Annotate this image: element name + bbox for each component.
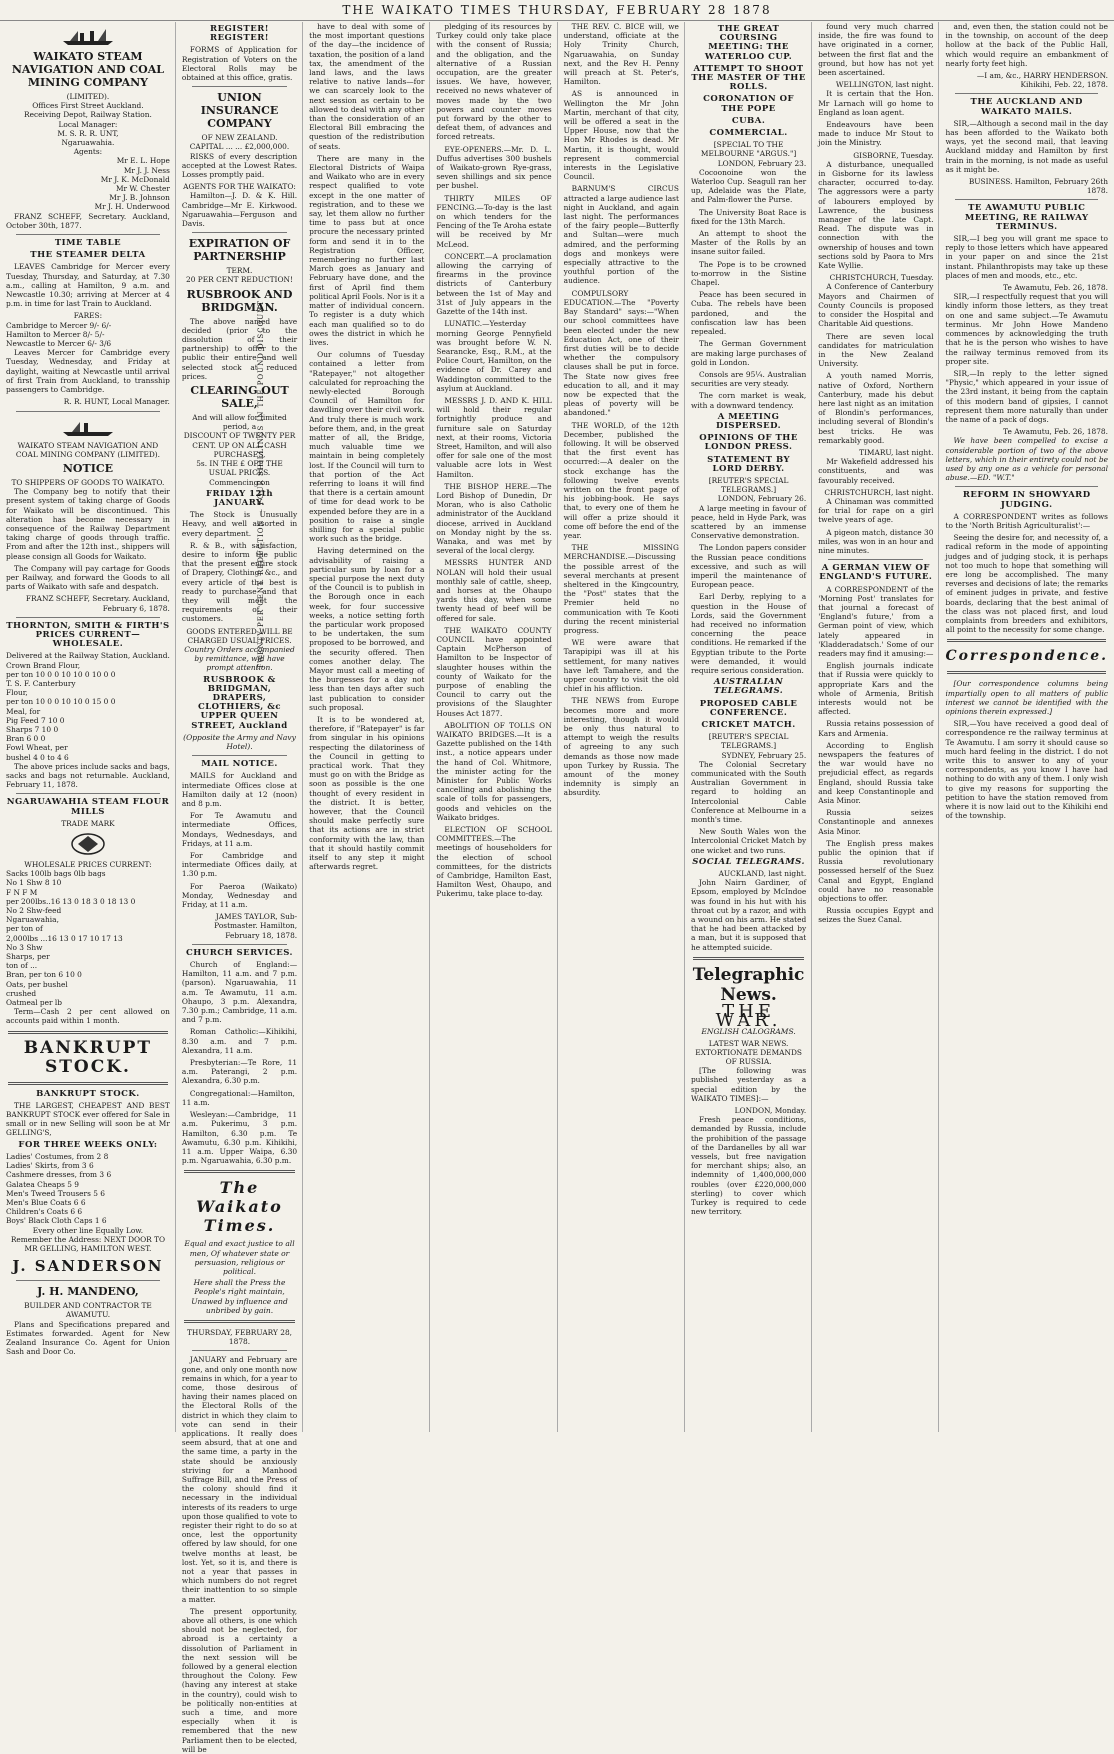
mills-line: Ngaruawahia, xyxy=(6,915,59,925)
dateline: AUCKLAND, last night. xyxy=(718,869,807,879)
coronation-heading: CORONATION OF THE POPE xyxy=(703,94,795,114)
three-weeks-heading: FOR THREE WEEKS ONLY: xyxy=(18,1139,158,1150)
clearing-text-3: R. & B., with satisfaction, desire to inform the public that the present entire stock of Drapery, Clothing, &c., and every article of the best is ready to purchase and that they will meet the requirements of their customers. xyxy=(181,540,298,624)
page-masthead: THE WAIKATO TIMES THURSDAY, FEBRUARY 28 1878 xyxy=(0,0,1114,21)
clearing-line: 5s. IN THE £ OFF THE USUAL PRICES. xyxy=(196,459,283,478)
news-item: MESSRS HUNTER AND NOLAN will hold their usual monthly sale of cattle, sheep, and horses at the Ohaupo yards this day, when some twenty head of beef will be offered for sale. xyxy=(436,558,552,623)
news-item: AS is announced in Wellington the Mr John Martin, merchant of that city, will be offered a seat in the Upper House, now that the Hon Mr Rhodes is dead. Mr Martin, it is thought, would represent commercial interests in the Legislative Council. xyxy=(563,89,679,182)
cable-item: A Chinaman was committed for trial for rape on a girl twelve years of age. xyxy=(818,496,934,525)
letter-sign: Te Awamutu, Feb. 26, 1878. xyxy=(1003,283,1108,293)
mail-heading: MAIL NOTICE. xyxy=(201,759,278,770)
german-view-heading: A GERMAN VIEW OF ENGLAND'S FUTURE. xyxy=(819,563,933,583)
german-text: A CORRESPONDENT of the 'Morning Post' translates for that journal a forecast of 'England's future,' from a German point of view, which lately appeared in 'Kladderadatsch.' Some of our readers may find it amusing:— xyxy=(818,584,934,658)
news-item: THE NEWS from Europe becomes more and more interesting, though it would be only thus natural to attempt to weigh the results of agreeing to any such demands as those now made upon Turkey by Russia. The amount of the money indemnity is simply an absurdity. xyxy=(563,696,679,798)
notice-sub: TO SHIPPERS OF GOODS TO WAIKATO. xyxy=(11,477,165,487)
mandeno-text: BUILDER AND CONTRACTOR TE AWAMUTU. xyxy=(24,1301,152,1320)
news-item: EYE-OPENERS.—Mr. D. L. Duffus advertises 300 bushels of Waikato-grown Rye-grass, seven shillings and six pence per bushel. xyxy=(436,144,552,191)
thornton-line: Crown Brand Flour, xyxy=(6,660,81,670)
clearing-line: Commencing on xyxy=(209,477,270,487)
column-1 xyxy=(6,22,176,1432)
times-motto: Equal and exact justice to all men, Of whatever state or persuasion, religious or political. xyxy=(184,1239,295,1276)
cable-item: The German Government are making large purchases of gold in London. xyxy=(690,339,807,367)
news-item: THE WAIKATO COUNTY COUNCIL have appointed Captain McPherson of Hamilton to be Inspector of slaughter houses within the county of Waikato for the purpose of enabling the Council to carry out the provisions of the Slaughter Houses Act 1877. xyxy=(436,625,552,718)
column-7 xyxy=(818,22,939,1432)
cable-item: A youth named Morris, native of Oxford, Northern Canterbury, made his debut here last night as an imitation of Blondin's performances, including several of Blondin's best tricks. He was remarkably good. xyxy=(818,371,934,445)
dateline: TIMARU, last night. xyxy=(859,447,934,457)
meeting-heading: A MEETING DISPERSED. xyxy=(716,411,782,431)
mills-line: per ton of xyxy=(6,924,43,934)
letter-text: SIR,—In reply to the letter signed "Physic," which appeared in your issue of the 23rd instant, it being from the captain of this modern band of gipsies, I cannot represent them more naturally than under the name of a pack of dogs. xyxy=(945,368,1108,424)
opinions-heading: OPINIONS OF THE LONDON PRESS. xyxy=(699,433,798,453)
goods-text: GOODS ENTERED WILL BE CHARGED USUAL PRICES. xyxy=(186,626,293,645)
cable-item: Cocoonoine won the Waterloo Cup. Seagull ran her up, Adelaide was the Plate, and Palm-flower the Purse. xyxy=(690,167,807,205)
steam-line: M. S. R. R. UNT, xyxy=(57,128,119,138)
cable-item: John Nairn Gardiner, of Epsom, employed by McIndoe was found in his hut with his throat cut by a razor, and with a wound on his arm. He stated that he had been attacked by a man, but it is supposed that he attempted suicide. xyxy=(690,878,807,952)
dateline: LONDON, Monday. xyxy=(734,1105,807,1115)
church-text-5: Wesleyan:—Cambridge, 11 a.m. Pukerimu, 3 p.m. Hamilton, 6.30 p.m. Te Awamutu, 6.30 p.m. Kihikihi, 11 a.m. Upper Waipa, 6.30 p.m. Ngaruawahia, 6.30 p.m. xyxy=(181,1110,298,1166)
letter-text: SIR,—You have received a good deal of correspondence re the railway terminus at Te Awamutu. I am sorry it should cause so much hard feeling in the district. I do not write this to answer to any of your correspondents, as you know I have had nothing to do with any of them. I only wish to give my reasons for supporting the petition to have the station removed from where it is now laid out to the Kihikihi end of the township. xyxy=(945,719,1108,821)
clearing-line: FRIDAY 12th JANUARY. xyxy=(205,488,274,508)
special-line: [SPECIAL TO THE MELBOURNE "ARGUS."] xyxy=(700,140,797,159)
thornton-line: Sharps 7 10 0 xyxy=(6,724,59,734)
telegraphic-heading: Telegraphic News. xyxy=(692,964,805,1005)
sanderson-heading: J. SANDERSON xyxy=(12,1257,164,1276)
news-item: THE REV. C. BICE will, we understand, officiate at the Holy Trinity Church, Ngaruawahia, on Sunday next, and the Rev H. Penny will preach at St. Peter's, Hamilton. xyxy=(563,22,679,87)
cable-item: Mr Wakefield addressed his constituents, and was favourably received. xyxy=(818,457,934,485)
times-title: The Waikato Times. xyxy=(196,1178,283,1236)
side-vertical-text: TWENTY PER CENT. REDUCTION — FOUR SHILLINGS IN THE POUND DISCOUNT xyxy=(257,300,265,669)
price-line: Men's Blue Coats 6 6 xyxy=(6,1197,86,1207)
delta-heading: THE STEAMER DELTA xyxy=(30,250,146,261)
steam-line: Agents: xyxy=(73,147,103,157)
editor-note: We have been compelled to excise a considerable portion of two of the above letters, which in their entirety could not be used by any one as a vehicle for personal abuse.—ED. "W.T." xyxy=(945,436,1108,483)
thornton-line: Delivered at the Railway Station, Auckland. xyxy=(6,651,170,661)
steam-nav-title: WAIKATO STEAM NAVIGATION AND COAL MINING COMPANY xyxy=(11,50,165,89)
bankrupt-heading: BANKRUPT STOCK. xyxy=(23,1037,153,1077)
price-line: Children's Coats 6 6 xyxy=(6,1207,83,1217)
union-heading: UNION INSURANCE COMPANY xyxy=(200,91,279,131)
letter-sign: —I am, &c., HARRY HENDERSON. Kihikihi, Feb. 22, 1878. xyxy=(976,71,1108,90)
delta-sign: R. R. HUNT, Local Manager. xyxy=(63,397,170,407)
dateline: LONDON, February 23. xyxy=(717,158,807,168)
mandeno-heading: J. H. MANDENO, xyxy=(37,1285,139,1299)
mail-text: MAILS for Auckland and intermediate Offices close at Hamilton daily at 12 (noon) and 8 p.m. xyxy=(181,771,298,808)
news-item: pledging of its resources by Turkey could only take place with the consent of Russia; and the obligation, and the alternative of a Russian occupation, are the greater issues. We have, however, received no news whatever of moves made by the two powers and counter moves put forward by the other to defeat them, of advances and forced retreats. xyxy=(436,22,552,142)
german-text: Russia seizes Constantinople and annexes Asia Minor. xyxy=(818,808,934,836)
mail-text-4: For Paeroa (Waikato) Monday, Wednesday and Friday, at 11 a.m. xyxy=(181,881,298,910)
agent-line: Mr J. J. Ness xyxy=(123,165,170,175)
cricket-heading: CRICKET MATCH. xyxy=(701,720,796,731)
church-text-3: Presbyterian:—Te Rore, 11 a.m. Paterangi, 2 p.m. Alexandra, 6.30 p.m. xyxy=(181,1058,298,1086)
mills-line: No 2 Shw-feed xyxy=(6,906,62,916)
rusbrook-address: RUSBROOK & BRIDGMAN, DRAPERS, CLOTHIERS, &c UPPER QUEEN STREET, Auckland xyxy=(191,674,288,731)
article-text: have to deal with some of the most important questions of the day—the incidence of taxation, the position of a land tax, the amendment of the land laws, and the laws relative to native lands—for we can scarcely look to the next session as certain to be allowed to deal with any other than the consideration of an Electoral Bill embracing the question of the redistribution of seats. xyxy=(309,22,425,151)
news-item: THIRTY MILES OF FENCING.—To-day is the last on which tenders for the Fencing of the Te Aroha estate will be received by Mr McLeod. xyxy=(436,193,552,249)
dateline: WELLINGTON, last night. xyxy=(835,80,934,90)
cable-item: There are seven local candidates for matriculation in the New Zealand University. xyxy=(818,331,934,369)
cable-item: Endeavours have been made to induce Mr Stout to join the Ministry. xyxy=(818,120,934,148)
reduction-line: 20 PER CENT REDUCTION! xyxy=(186,275,293,285)
steamship-icon xyxy=(58,25,118,47)
news-item: ABOLITION OF TOLLS ON WAIKATO BRIDGES.—It is a Gazette published on the 14th inst., a notice appears under the hand of Col. Whitmore, the minister acting for the Minister for Public Works cancelling and abolishing the scale of tolls for passengers, goods and vehicles on the Waikato bridges. xyxy=(436,720,552,822)
church-heading: CHURCH SERVICES. xyxy=(185,947,294,958)
times-motto-2: Here shall the Press the People's right maintain, Unawed by influence and unbribed by gain. xyxy=(191,1278,288,1315)
article-text: It is to be wondered at, therefore, if "Ratepayer" is far from singular in his opinions respecting the dilatoriness of the Council in getting to practical work. That they must go on with the Bridge as soon as possible is the one thought of every resident in the district. It is better, however, that the Council should make perfectly sure that its actions are in strict conformity with the law, than that it should hastily commit itself to any step it might afterwards regret. xyxy=(309,715,425,872)
column-5 xyxy=(564,22,685,1432)
thornton-line: T. S. F. Canterbury xyxy=(6,678,76,688)
agent-line: Mr J. B. Johnson xyxy=(109,193,170,203)
agent-line: Mr J. K. McDonald xyxy=(100,174,170,184)
cable-item: An attempt to shoot the Master of the Rolls by an insane suitor failed. xyxy=(690,229,807,257)
clearing-line: period, a xyxy=(222,422,257,432)
steam-line: (LIMITED). xyxy=(66,92,110,101)
price-line: Ladies' Skirts, from 3 6 xyxy=(6,1161,94,1171)
mills-line: Oats, per bushel xyxy=(6,979,68,989)
column-2 xyxy=(181,22,303,1754)
letter-text: SIR,—Although a second mail in the day has been afforded to the Waikato both ways, yet the second mail, that leaving Auckland midday and Hamilton by first train in the morning, is not made as useful as it might be. xyxy=(945,118,1108,174)
letter-sign: BUSINESS. Hamilton, February 26th 1878. xyxy=(968,177,1108,196)
cable-item: New South Wales won the Intercolonial Cricket Match by one wicket and two runs. xyxy=(690,827,807,855)
news-item: THE BISHOP HERE.—The Lord Bishop of Dunedin, Dr Moran, who is also Catholic administrator of the Auckland diocese, arrived in Auckland on Monday night by the ss. Wanaka, and was met by several of the local clergy. xyxy=(436,481,552,556)
country-orders: Country Orders accompanied by remittance, will have prompt attention. xyxy=(184,644,295,673)
german-text: According to English newspapers the features of the war would have no prejudicial effect, as regards England, should Russia take and keep Constantinople and Asia Minor. xyxy=(818,740,934,806)
notice-heading: NOTICE xyxy=(62,461,113,475)
mills-line: F N F M xyxy=(6,887,38,897)
term-heading: TERM. xyxy=(226,266,253,276)
latest-war-news: LATEST WAR NEWS. xyxy=(708,1038,789,1048)
thornton-line: per ton 10 0 0 10 10 0 10 0 0 xyxy=(6,669,116,679)
columns xyxy=(6,22,1108,1754)
dateline: CHRISTCHURCH, Tuesday. xyxy=(829,273,934,283)
register-heading: REGISTER! REGISTER! xyxy=(210,24,270,44)
trade-mark-emblem-icon xyxy=(58,831,118,857)
reform-text: A CORRESPONDENT writes as follows to the 'North British Agriculturalist':— xyxy=(945,511,1108,530)
mills-line: Sacks 100lb bags 0lb bags xyxy=(6,869,106,879)
column-6 xyxy=(691,22,812,1432)
mills-line: 2,000lbs ...16 13 0 17 10 17 13 xyxy=(6,933,123,943)
notice-text-2: The Company will pay cartage for Goods per Railway, and forward the Goods to all parts of Waikato with safe and despatch. xyxy=(6,563,170,592)
correspondence-heading: Correspondence. xyxy=(945,648,1108,665)
editorial-text: JANUARY and February are gone, and only one month now remains in which, for a year to come, those desirous of having their names placed on the Electoral Rolls of the district in which they claim to vote can send in their applications. It really does seem absurd, that at one and the same time, a party in the state should be anxiously striving for a Manhood Suffrage Bill, and the Press of the colony should find it necessary in the individual interests of its readers to urge upon those qualified to vote to register their right to do so at once, lest the opportunity offered by law should, for one twelve months at least, be lost. Yet, so it is, and there is not a year that passes in which numbers do not regret their inattention to so simple a matter. xyxy=(181,1355,298,1604)
commercial-heading: COMMERCIAL. xyxy=(709,128,788,139)
thornton-line: Meal, for xyxy=(6,706,41,716)
thornton-line: Flour, xyxy=(6,688,28,698)
fare-line: Cambridge to Mercer 9/- 6/- xyxy=(6,320,112,330)
notice-sign: FRANZ SCHEFF, Secretary. Auckland, February 6, 1878. xyxy=(25,594,170,613)
thornton-line: per ton 10 0 0 10 10 0 15 0 0 xyxy=(6,697,116,707)
trade-mark-label: TRADE MARK xyxy=(61,818,115,828)
thornton-line: Pig Feed 7 10 0 xyxy=(6,715,65,725)
article-text: Our columns of Tuesday contained a letter from "Ratepayer," not altogether calculated for reproaching the newly-elected Borough Council of Hamilton for dawdling over their civil work. And truly there is much work before them, and, in the great matter of all, the Bridge, much valuable time we maintain in being completely lost. If the Council will turn to that portion of the Act referring to loans it will find that there is a certain amount of time for dead work to be expended before they are in a position to raise a single shilling for a special public work such as the bridge. xyxy=(309,350,425,544)
union-sub: OF NEW ZEALAND. xyxy=(201,133,278,143)
clearing-text-2: The Stock is Unusually Heavy, and well assorted in every department. xyxy=(181,510,298,538)
extortionate-demands: EXTORTIONATE DEMANDS OF RUSSIA. xyxy=(695,1047,802,1066)
thornton-note: The above prices include sacks and bags, sacks and bags not returnable. Auckland, February 11, 1878. xyxy=(6,761,170,790)
steam-line: Receiving Depot, Railway Station. xyxy=(24,110,152,120)
church-text: Church of England:—Hamilton, 11 a.m. and 7 p.m. (parson). Ngaruawahia, 11 a.m. Te Awamutu, 11 a.m. Ohaupo, 3 p.m. Alexandra, 7.30 p.m.; Cambridge, 11 a.m. and 7 p.m. xyxy=(181,960,298,1025)
cable-item: Consols are 95¼. Australian securities are very steady. xyxy=(690,369,807,389)
mills-sub: WHOLESALE PRICES CURRENT: xyxy=(24,860,152,870)
price-line: Ladies' Costumes, from 2 8 xyxy=(6,1151,109,1161)
cable-item: The University Boat Race is fixed for the 13th March. xyxy=(690,207,807,226)
mills-note: Term—Cash 2 per cent allowed on accounts paid within 1 month. xyxy=(6,1007,170,1026)
war-text: Fresh peace conditions, demanded by Russia, include the prohibition of the passage of the Dardanelles by all war vessels, but free navigation for merchant ships; also, an indemnity of 1,400,000,000 roubles (over £220,000,000 sterling) to cover which Turkey is required to cede new territory. xyxy=(690,1115,807,1217)
news-item: THE WORLD, of the 12th December, published the following. It will be observed that the first event has occurred:—A dealer on the stock exchange has the following twelve events written on the front page of his jobbing-book. He says that, to every one of them he will offer a prize should it come off before the end of the year. xyxy=(563,420,679,540)
correspondence-note: [Our correspondence columns being impartially open to all matters of public interest we cannot be identified with the opinions therein expressed.] xyxy=(945,679,1108,716)
mills-heading: NGARUAWAHIA STEAM FLOUR MILLS xyxy=(6,797,170,817)
thornton-line: Fowl Wheat, per xyxy=(6,743,68,753)
steam-line: Offices First Street Auckland. xyxy=(32,101,144,111)
cable-item: The Colonial Secretary communicated with the South Australian Government in regard to holding an Intercolonial Cable Conference at Melbourne in a month's time. xyxy=(690,759,807,825)
news-item: BARNUM'S CIRCUS attracted a large audience last night in Auckland, and again last night. The performances of the fairy people—Butterfly and Sultan—were much admired, and the performing dogs and monkeys were especially attractive to the youthful portion of the audience. xyxy=(563,184,679,286)
war-text: [The following was published yesterday as a special edition by the WAIKATO TIMES]:— xyxy=(690,1066,807,1103)
clearing-line: And will allow for limited xyxy=(192,413,287,423)
dateline: LONDON, February 26. xyxy=(717,494,807,504)
union-capital: CAPITAL ... ... £2,000,000. xyxy=(189,142,290,152)
mills-line: Sharps, per xyxy=(6,952,50,962)
union-text: RISKS of every description accepted at the Lowest Rates. Losses promptly paid. xyxy=(181,151,298,180)
article-text: There are many in the Electoral Districts of Waipa and Waikato who are in every respect qualified to vote except in the one matter of registration, and to these we say, let them allow no further time to pass but at once procure the necessary printed form and send it in to the Registration Officer, remembering no further last March goes as January and February have done, and the first of April find them political April Fools. Nor is it a matter of individual concern. To register is a duty which each man qualified so to do owes the district in which he lives. xyxy=(309,153,425,347)
mail-text-3: For Cambridge and intermediate Offices daily, at 1.30 p.m. xyxy=(181,851,298,879)
reuter-line: [REUTER'S SPECIAL TELEGRAMS.] xyxy=(708,475,789,495)
rusbrook-heading: RUSBROOK AND BRIDGMAN. xyxy=(186,287,293,314)
steam-line: Local Manager: xyxy=(58,119,118,129)
remember-address: Remember the Address: NEXT DOOR TO MR GELLING, HAMILTON WEST. xyxy=(10,1234,166,1253)
cable-item: The Pope is to be crowned to-morrow in the Sistine Chapel. xyxy=(690,259,807,288)
social-heading: SOCIAL TELEGRAMS. xyxy=(692,856,805,867)
price-line: Cashmere dresses, from 3 6 xyxy=(6,1170,112,1180)
rusbrook-address-sub: (Opposite the Army and Navy Hotel). xyxy=(183,732,296,751)
mail-sign: JAMES TAYLOR, Sub-Postmaster. Hamilton, February 18, 1878. xyxy=(214,912,298,940)
war-heading: THE WAR. xyxy=(715,1000,782,1032)
mills-line: No 3 Shw xyxy=(6,942,43,952)
cable-heading: PROPOSED CABLE CONFERENCE. xyxy=(699,698,798,718)
news-item: CONCERT.—A proclamation allowing the carrying of firearms in the province districts of Canterbury between the 1st of May and 31st of July appears in the Gazette of the 14th inst. xyxy=(436,251,552,317)
column-8 xyxy=(945,22,1108,1432)
agent-line: Mr E. L. Hope xyxy=(116,156,170,166)
agents-heading: AGENTS FOR THE WAIKATO: xyxy=(183,182,296,192)
rusbrook-text: The above named have decided (prior to the dissolution of their partnership) to offer to the public their entire and well selected stock at reduced prices. xyxy=(181,316,298,381)
news-item: LUNATIC.—Yesterday morning George Pennyfield was brought before W. N. Searancke, Esq., R.M., at the Police Court, Hamilton, on the evidence of Dr. Carey and Waddington committed to the asylum at Auckland. xyxy=(436,319,552,393)
public-meeting-heading: TE AWAMUTU PUBLIC MEETING, RE RAILWAY TERMINUS. xyxy=(964,203,1089,232)
fare-line: Newcastle to Mercer 6/- 3/6 xyxy=(6,339,112,349)
english-calograms: ENGLISH CALOGRAMS. xyxy=(701,1027,796,1037)
steamship-icon xyxy=(58,416,118,438)
steam-line: Ngaruawahia. xyxy=(61,138,115,148)
derby-heading: STATEMENT BY LORD DERBY. xyxy=(707,454,791,474)
fare-line: Hamilton to Mercer 8/- 5/- xyxy=(6,329,105,339)
clearing-heading: CLEARING OUT SALE, xyxy=(190,384,289,411)
coursing-heading: THE GREAT COURSING MEETING: THE WATERLOO CUP. xyxy=(704,24,793,62)
mills-line: per 200lbs..16 13 0 18 3 0 18 13 0 xyxy=(6,896,136,906)
dateline: CHRISTCHURCH, last night. xyxy=(824,487,934,497)
church-text-2: Roman Catholic:—Kihikihi, 8.30 a.m. and 7 p.m. Alexandra, 11 a.m. xyxy=(181,1027,298,1055)
price-line: Galatea Cheaps 5 9 xyxy=(6,1179,80,1189)
german-text: Russia retains possession of Kars and Armenia. xyxy=(818,719,934,738)
cable-item: Peace has been secured in Cuba. The rebels have been pardoned, and the confiscation law has been repealed. xyxy=(690,290,807,337)
bankrupt-sub: BANKRUPT STOCK. xyxy=(36,1088,140,1099)
thornton-heading: THORNTON, SMITH & FIRTH'S PRICES CURRENT—WHOLESALE. xyxy=(6,620,170,650)
mills-line: crushed xyxy=(6,988,37,998)
article-text: Having determined on the advisability of raising a particular sum by loan for a special purpose the next duty of the Council is to publish in the Borough once in each week, for four successive weeks, a notice setting forth the particular work proposed to be undertaken, the sum proposed to be borrowed, and the security offered. Then comes another delay. The Mayor must call a meeting of the burgesses for a day not less than ten days after such last publication to consider such proposal. xyxy=(309,546,425,712)
german-text: The English press makes public the opinion that if Russia revolutionary possessed herself of the Suez Canal and Egypt, England could have no reasonable objections to offer. xyxy=(818,838,934,904)
notice-company: WAIKATO STEAM NAVIGATION AND COAL MINING COMPANY (LIMITED). xyxy=(15,440,161,459)
date-line: THURSDAY, FEBRUARY 28, 1878. xyxy=(187,1327,292,1347)
german-text: English journals indicate that if Russia were quickly to appropriate Kars and the whole of Armenia, British interests would not be affected. xyxy=(818,661,934,717)
attempt-heading: ATTEMPT TO SHOOT THE MASTER OF THE ROLLS. xyxy=(691,63,806,93)
price-line: Men's Tweed Trousers 5 6 xyxy=(6,1188,105,1198)
fares-heading: FARES: xyxy=(73,311,103,321)
australian-heading: AUSTRALIAN TELEGRAMS. xyxy=(713,677,784,697)
letter-text: SIR,—I respectfully request that you will kindly inform those letters, as they treat on one and same subject.—Te Awamutu terminus. Mr John Howe Mandeno commences by acknowledging the truth that he is the person who wishes to have the railway terminus removed from its proper site. xyxy=(945,292,1108,366)
mills-line: Bran, per ton 6 10 0 xyxy=(6,970,82,980)
editorial-text-2: The present opportunity, above all others, is one which should not be neglected, for abroad is a certainty a dissolution of Parliament in the next session will be followed by a general election throughout the Colony. Few (having any interest at stake in the country), could wish to be politically non-entities at such a time, and more especially when it is remembered that the new Parliament then to be elected, will be xyxy=(181,1606,298,1754)
expiration-heading: EXPIRATION OF PARTNERSHIP xyxy=(188,237,291,264)
cable-item: A large meeting in favour of peace, held in Hyde Park, was scattered by an immense Conservative demonstration. xyxy=(690,503,807,541)
column-4 xyxy=(436,22,557,1432)
cable-item: The corn market is weak, with a downward tendency. xyxy=(690,391,807,410)
mills-line: No 1 Shw 8 10 xyxy=(6,878,62,888)
letter-sign: Te Awamutu, Feb. 26, 1878. xyxy=(1003,427,1108,437)
letter-text: SIR,—I beg you will grant me space to reply to those letters which have appeared in your paper on and since the 21st instant. Philanthropists may take up these places of men and moods, etc., etc. xyxy=(945,234,1108,280)
price-line: Boys' Black Cloth Caps 1 6 xyxy=(6,1216,107,1226)
cuba-heading: CUBA. xyxy=(731,115,766,126)
agent-line: Mr J. H. Underwood xyxy=(94,202,170,212)
clearing-line: DISCOUNT OF TWENTY PER CENT. UP ON ALL CASH PURCHASES, xyxy=(183,431,296,459)
notice-text: The Company beg to notify that their present system of taking charge of Goods for Waikato will be discontinued. This alteration has become necessary in consequence of the Railway Department taking charge of goods through traffic. From and after the 12th inst., shippers will please consign all Goods for Waikato. xyxy=(6,487,170,561)
scheff-sign: FRANZ SCHEFF, Secretary. Auckland, October 30th, 1877. xyxy=(6,211,170,230)
thornton-line: Bran 6 0 0 xyxy=(6,734,46,744)
german-text: Russia occupies Egypt and seizes the Suez Canal. xyxy=(818,906,934,925)
agent-line: Mr W. Chester xyxy=(115,184,170,194)
cable-item: A Conference of Canterbury Mayors and Chairmen of County Councils is proposed to consider the Hospital and Charitable Aid questions. xyxy=(818,282,934,329)
cable-item: A disturbance, unequalled in Gisborne for its lawless character, occurred to-day. The aggressors were a party of labourers employed by Lawrence, the business manager of the late Capt. Read. The dispute was in connection with the ownership of houses and town sections sold by Paora to Mrs Kate Wyllie. xyxy=(818,159,934,271)
delta-text: LEAVES Cambridge for Mercer every Tuesday, Thursday, and Saturday, at 7.30 a.m., calling at Hamilton, 9 a.m. and Newcastle 10.30; arriving at Mercer at 4 p.m. in time for last Train to Auckland. xyxy=(6,262,170,309)
mail-text-2: For Te Awamutu and intermediate Offices, Mondays, Wednesdays, and Fridays, at 11 a.m. xyxy=(181,811,298,848)
news-item: COMPULSORY EDUCATION.—The "Poverty Bay Standard" says:—"When our school committees have been elected under the new Education Act, one of their first duties will be to decide whether the compulsory clauses shall be put in force. The State now gives free education to all, and it may now be expected that the pleas of poverty will be abandoned." xyxy=(563,288,679,418)
register-text: FORMS of Application for Registration of Voters on the Electoral Rolls may be obtained at this office, gratis. xyxy=(181,45,298,83)
mails-heading: THE AUCKLAND AND WAIKATO MAILS. xyxy=(970,97,1083,117)
cable-item: The London papers consider the Russian peace conditions excessive, and such as will imperil the maintenance of European peace. xyxy=(690,543,807,590)
news-item: THE MISSING MERCHANDISE.—Discussing the possible arrest of the several merchants at present sheltered in the Kingcountry, the "Post" states that the Premier held no communication with Te Kooti during the recent ministerial progress. xyxy=(563,543,679,635)
dateline: SYDNEY, February 25. xyxy=(721,750,807,760)
dateline: GISBORNE, Tuesday. xyxy=(853,150,934,160)
mandeno-text-2: Plans and Specifications prepared and Estimates forwarded. Agent for New Zealand Insurance Co. Agent for Union Sash and Door Co. xyxy=(6,1319,170,1357)
cable-item: Earl Derby, replying to a question in the House of Lords, said the Government had received no information concerning the peace conditions. He remarked if the Egyptian tribute to the Porte were demanded, it would require serious consideration. xyxy=(690,592,807,675)
reform-text: Seeing the desire for, and necessity of, a radical reform in the mode of appointing judges and of judging stock, it is perhaps not too much to hope that something will ere long be accomplished. The many reverses and decisions of late; the remarks of eminent judges in private, and festive boards, declaring that the best animal of the class was not placed first, and loud complaints from breeders and exhibitors, all point to the necessity for some change. xyxy=(945,533,1108,635)
cable-item: A pigeon match, distance 30 miles, was won in an hour and nine minutes. xyxy=(818,527,934,555)
reform-heading: REFORM IN SHOWYARD JUDGING. xyxy=(962,490,1091,510)
agents-text: Hamilton—J. D. & K. Hill. Cambridge—Mr E. Kirkwood. Ngaruawahia—Ferguson and Davis. xyxy=(181,191,298,229)
mills-line: Oatmeal per lb xyxy=(6,998,63,1008)
timetable-heading: TIME TABLE xyxy=(54,238,122,249)
cable-item: It is certain that the Hon. Mr Larnach will go home to England as loan agent. xyxy=(818,89,934,117)
mills-line: ton of ... xyxy=(6,961,38,971)
news-item: ELECTION OF SCHOOL COMMITTEES.—The meetings of householders for the election of school committees, for the districts of Cambridge, Hamilton East, Hamilton West, Ohaupo, and Pukerimu, take place to-day. xyxy=(436,825,552,899)
price-line: Every other line Equally Low. xyxy=(32,1225,144,1235)
bankrupt-text: THE LARGEST, CHEAPEST AND BEST BANKRUPT STOCK ever offered for Sale in small or in new Selling will soon be at Mr GELLING'S, xyxy=(6,1100,170,1138)
column-3 xyxy=(309,22,430,1432)
delta-text-2: Leaves Mercer for Cambridge every Tuesday, Wednesday, and Friday at daylight, waiting at Newcastle until arrival of first Train from Auckland, to transship passengers to Cambridge. xyxy=(6,348,170,395)
church-text-4: Congregational:—Hamilton, 11 a.m. xyxy=(181,1088,295,1107)
news-item: MESSRS J. D. AND K. HILL will hold their regular fortnightly produce and furniture sale on Saturday next, at their rooms, Victoria Street, Hamilton, and will also offer for sale one of the most valuable acre lots in West Hamilton. xyxy=(436,395,552,479)
news-item: WE were aware that Tarapipipi was ill at his settlement, for many natives have left Tamahere, and the upper country to visit the old chief in his affliction. xyxy=(563,638,679,694)
reuter-line: [REUTER'S SPECIAL TELEGRAMS.] xyxy=(708,732,789,751)
letter-text: and, even then, the station could not be in the township, on account of the deep hollow at the back of the Public Hall, which would require an embankment of nearly forty feet high. xyxy=(945,22,1108,68)
thornton-line: bushel 4 0 to 4 6 xyxy=(6,752,69,762)
cable-item: found very much charred inside, the fire was found to have originated in a corner, between the first flat and the ground, but how has not yet been ascertained. xyxy=(818,22,934,78)
